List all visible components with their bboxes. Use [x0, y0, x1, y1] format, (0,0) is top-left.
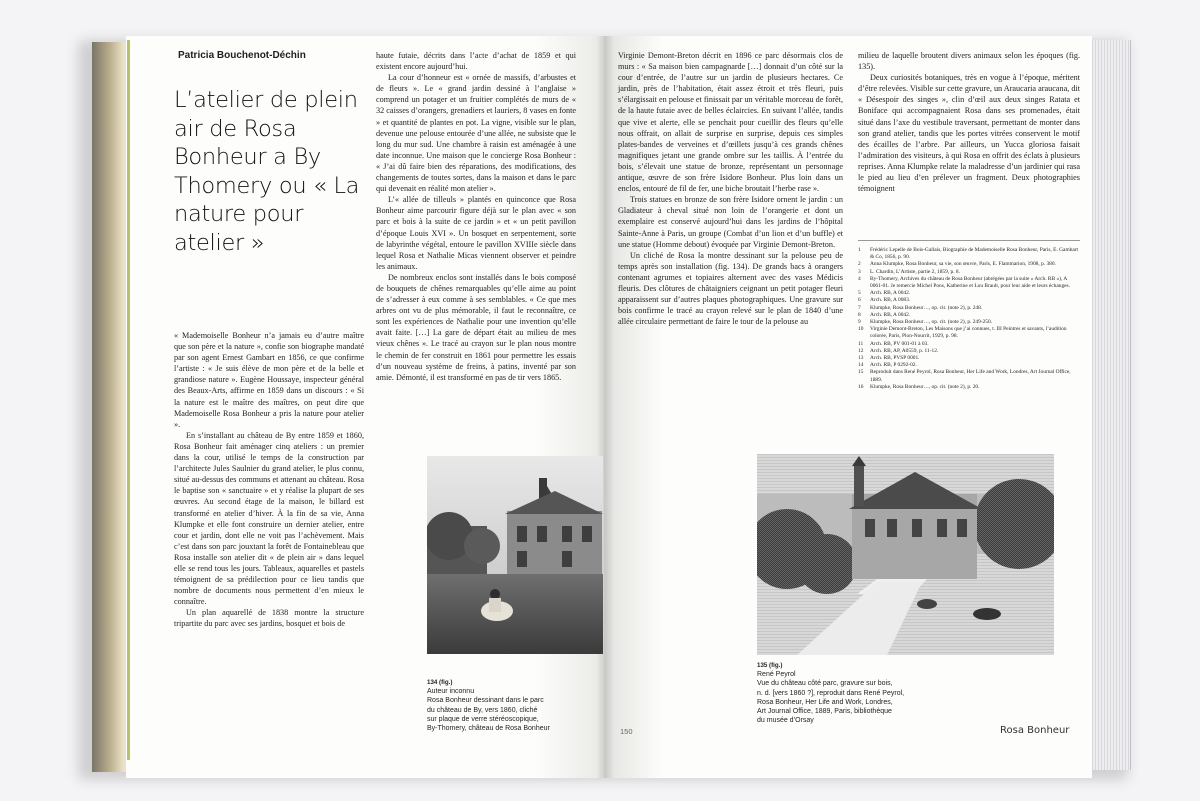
caption-line: du musée d’Orsay [757, 717, 814, 725]
footnote-text: By-Thomery, Archives du château de Rosa Bonheur (abrégées par la suite « Arch. RB »), A 0061-01. Je remercie Michel Pons, Katherine et Lou Brault, pour leur aide et leurs échanges. [870, 275, 1070, 290]
footnote-number: 13 [858, 355, 864, 362]
footnote-text: Arch. RB, PV 001-01 à 03. [870, 340, 929, 347]
footnote-number: 2 [858, 261, 861, 268]
footnote-text: Arch. RB, P 0292-02. [870, 362, 917, 369]
figure-134-caption [427, 678, 607, 733]
footnote-text: L. Chardin, L’Artiste, partie 2, 1859, p. 8. [870, 268, 960, 275]
footnote-text: Anna Klumpke, Rosa Bonheur, sa vie, son œuvre, Paris, E. Flammarion, 1908, p. 380. [870, 261, 1056, 268]
footnotes [858, 240, 1080, 391]
footnote [858, 261, 1080, 268]
footnote [858, 276, 1080, 290]
footnote-number: 6 [858, 297, 861, 304]
footnote-text: Klumpke, Rosa Bonheur…, op. cit. (note 2), p. 20. [870, 383, 980, 390]
paragraph: milieu de laquelle broutent divers animaux selon les époques (fig. 135). [858, 51, 1080, 72]
caption-line: Auteur inconnu [427, 688, 475, 696]
caption-line: Art Journal Office, 1889, Paris, bibliothèque [757, 708, 892, 716]
footnote-text: Reproduit dans René Peyrol, Rosa Bonheur, Her Life and Work, Londres, Art Journal Office, 1889. [870, 369, 1071, 383]
paragraph: En s’installant au château de By entre 1859 et 1860, Rosa Bonheur fait aménager cinq ateliers : un premier dans la cour, utilisé le temps de la construction par l’architecte Jules Saulnier du grand atelier, le plus connu, situé au-dessus des communs et attenant au château. Rosa le baptise son « sanctuaire » et y réalise la plupart de ses œuvres. Au second étage de la maison, le billard est transformé en atelier d’hiver. À la fin de sa vie, Anna Klumpke et elle font construire un dernier atelier, entre cour et jardin, dont elle ne voit pas l’achèvement. Mais c’est dans son parc jouxtant la forêt de Fontainebleau que Rosa installe son atelier dit « de plein air » dans lequel elle se rend tous les jours. Tableaux, aquarelles et pastels témoignent de sa prédilection pour ce lieu tandis que nombre de documents nous permettent d’en mieux le connaître. [174, 430, 364, 607]
footnote-text: Arch. RB, AP, A0559, p. 11-12. [870, 347, 939, 354]
footnote [858, 384, 1080, 391]
paragraph: Virginie Demont-Breton décrit en 1896 ce parc désormais clos de murs : « Sa maison bien campagnarde […] donnait d’un côté sur la cour d’entrée, de l’autre sur un jardin de plusieurs hectares. Ce jardin, près de l’habitation, était assez étroit et très fleuri, puis s’élargissait en pelouse et finissait par un véritable morceau de forêt, de la haute futaie avec de belles éclaircies. En suivant l’allée, tandis que vive et alerte, elle se penchait pour cueillir des fleurs qu’elle nous offrait, on allait de surprise en surprise, depuis ces simples plates-bandes de verveines et d’œillets jusqu’à ces grands chênes magnifiques jetant une grande ombre sur les taillis. À l’entrée du bois, s’élevait une statue de bronze, représentant un personnage antique, œuvre de son frère Isidore Bonheur. Plus loin dans un enclos, entouré de fil de fer, une biche broutait l’herbe rase ». [618, 51, 843, 194]
caption-line: By-Thomery, château de Rosa Bonheur [427, 725, 550, 733]
figure-135-caption [757, 661, 977, 725]
footnote-number: 9 [858, 319, 861, 326]
footnote-number: 1 [858, 247, 861, 253]
footnote [858, 312, 1080, 319]
figure-135-engraving [757, 454, 1054, 655]
paragraph: Deux curiosités botaniques, très en vogue à l’époque, méritent d’être relevées. Visible sur cette gravure, un Araucaria araucana, dit « Désespoir des singes », clin d’œil aux deux singes Ratata et Boniface qui accompagnaient Rosa dans ses promenades, était situé dans l’axe du vestibule traversant, permettant de monter dans son grand atelier, tandis que les portes vitrées conservent le motif des écailles de l’arbre. Par ailleurs, un Yucca gloriosa faisait l’admiration des visiteurs, à qui Rosa en offrit des éclats à plusieurs reprises. Anna Klumpke relate la maladresse d’un jardinier qui rasa le pied au lieu d’en prélever un fragment. Deux photographies témoignent [858, 73, 1080, 194]
paragraph: Un plan aquarellé de 1838 montre la structure tripartite du parc avec ses jardins, bosquet et bois de [174, 608, 364, 629]
page-number: 150 [620, 727, 633, 736]
figure-134-photograph [427, 456, 603, 654]
caption-line: Rosa Bonheur, Her Life and Work, Londres, [757, 698, 893, 706]
footnote [858, 326, 1080, 340]
footnote-number: 7 [858, 304, 861, 311]
figure-number: 134 (fig.) [427, 679, 453, 686]
paragraph: L’« allée de tilleuls » plantés en quinconce que Rosa Bonheur aime parcourir figure déjà sur le plan avec « son parc et bois à la suite de ce jardin » et « un petit pavillon d’époque Louis XVI ». Un bosquet en serpentement, sorte de labyrinthe végétal, entoure le pavillon XVIIIe siècle dans lequel Rosa et Nathalie Micas viennent observer et peindre les animaux. [376, 195, 576, 271]
footnote-text: Arch. RB, A 0042. [870, 290, 911, 297]
paragraph: De nombreux enclos sont installés dans le bois composé de bouquets de chênes remarquables qu’elle aime au point de s’adresser à eux comme à ses semblables. « Ce que mes arbres ont vu de plus mémorable, il faut le reconnaître, ce sont les expériences de Nathalie pour une invention qu’elle avait faite. […] La gare de départ était au milieu de mes vieux chênes ». Le tracé au crayon sur le plan nous montre le chemin de fer construit en 1861 pour permettre les essais d’un nouveau système de freins, à patins, inventé par son amie. Démonté, il est transformé en pas de tir vers 1865. [376, 272, 576, 382]
footnote-number: 5 [858, 290, 861, 297]
book-page-edges-right [1090, 40, 1131, 770]
footnote-number: 15 [858, 369, 864, 376]
margin-rule [127, 40, 130, 760]
caption-line: René Peyrol [757, 671, 796, 679]
footnote-text: Arch. RB, A 0083. [870, 297, 911, 304]
caption-line: du château de By, vers 1860, cliché [427, 706, 538, 714]
footnote-text: Klumpke, Rosa Bonheur…, op. cit. (note 2), p. 248. [870, 304, 983, 311]
footnote-text: Arch. RB, A 0042. [870, 311, 911, 318]
book-gutter [596, 36, 614, 778]
paragraph: Trois statues en bronze de son frère Isidore ornent le jardin : un Gladiateur à cheval situé non loin de l’orangerie et dont un exemplaire est conservé aujourd’hui dans les jardins de l’hôpital Sainte-Anne à Paris, un groupe (Combat d’un lion et d’un buffle) et une statue (Homme debout) évoquée par Virginie Demont-Breton. [618, 195, 843, 249]
footnote-number: 12 [858, 347, 864, 354]
footnote [858, 369, 1080, 383]
caption-line: Vue du château côté parc, gravure sur bois, [757, 680, 893, 688]
chapter-title: L’atelier de plein air de Rosa Bonheur a By Thomery ou « La nature pour atelier » [174, 87, 360, 256]
footnote-number: 8 [858, 311, 861, 318]
figure-number: 135 (fig.) [757, 662, 783, 669]
footnote-number: 4 [858, 275, 861, 282]
caption-line: Rosa Bonheur dessinant dans le parc [427, 697, 544, 705]
footnote-number: 10 [858, 326, 864, 333]
paragraph: Un cliché de Rosa la montre dessinant sur la pelouse peu de temps après son installation (fig. 134). De grands bacs à orangers contenant agrumes et topiaires alternent avec des vases Médicis fleuris. Des clôtures de châtaigniers ceignant un petit potager fleuri apparaissent sur d’autres plaques photographiques. Une gravure sur bois confirme le tracé au crayon relevé sur le plan de 1840 d’une allée circulaire permettant de faire le tour de la pelouse au [618, 250, 843, 327]
footnote [858, 247, 1080, 261]
footnote [858, 269, 1080, 276]
running-header: Rosa Bonheur [1000, 725, 1070, 736]
footnote-number: 16 [858, 383, 864, 390]
footnote-text: Virginie Demont-Breton, Les Maisons que j’ai connues, t. III Peintres et savants, l’audition colorée, Paris, Plon-Nourrit, 1929, p. 98. [870, 326, 1067, 340]
paragraph: haute futaie, décrits dans l’acte d’achat de 1859 et qui existent encore aujourd’hui. [376, 51, 576, 72]
footnote [858, 305, 1080, 312]
footnote [858, 290, 1080, 297]
footnote-number: 11 [858, 340, 864, 347]
paragraph: « Mademoiselle Bonheur n’a jamais eu d’autre maître que son père et la nature », confie son biographe mandaté par son agent Ernest Gambart en 1856, ce que confirme l’artiste : « Je suis élève de mon père et de la belle et grandiose nature ». Eugène Houssaye, inspecteur général des Beaux-Arts, affirme en 1859 dans un discours : « Si la nature est le maître des maîtres, on peut dire que Mademoiselle Rosa Bonheur a pris la nature pour atelier ». [174, 331, 364, 429]
caption-line: n. d. [vers 1860 ?], reproduit dans René Peyrol, [757, 689, 905, 697]
footnote-number: 3 [858, 268, 861, 275]
paragraph: La cour d’honneur est « ornée de massifs, d’arbustes et de fleurs ». Le « grand jardin dessiné à l’anglaise » comprend un potager et un fruitier complétés de murs de « 32 caisses d’orangers, grenadiers et lauriers, 8 vases en fonte » et quantité de plantes en pot. La vigne, visible sur le plan, devenue une pelouse entourée d’une allée, ne subsiste que le long du mur sud. Une chambre à raisin est aménagée à une date inconnue. Une maison que le concierge Rosa Bonheur : « J’ai dû faire bien des réparations, des modifications, des changements de toutes sortes, dans la maison et dans le parc qui devenait en réalité mon atelier ». [376, 73, 576, 194]
footnote [858, 355, 1080, 362]
text-column-4 [858, 50, 1080, 194]
footnote-number: 14 [858, 362, 864, 369]
author-name: Patricia Bouchenot-Déchin [178, 50, 306, 61]
footnote [858, 341, 1080, 348]
caption-line: sur plaque de verre stéréoscopique, [427, 715, 539, 723]
footnote [858, 297, 1080, 304]
footnote-text: Frédéric Lepelle de Bois-Gallais, Biographie de Mademoiselle Rosa Bonheur, Paris, E. Gambart & Co, 1856, p. 90. [870, 247, 1079, 261]
footnote [858, 348, 1080, 355]
footnote-text: Klumpke, Rosa Bonheur…, op. cit. (note 2), p. 249-250. [870, 319, 993, 326]
text-column-2 [376, 50, 576, 383]
footnote [858, 319, 1080, 326]
text-column-1 [174, 330, 364, 630]
footnote-text: Arch. RB, PVSP 0001. [870, 355, 920, 362]
text-column-3 [618, 50, 843, 327]
